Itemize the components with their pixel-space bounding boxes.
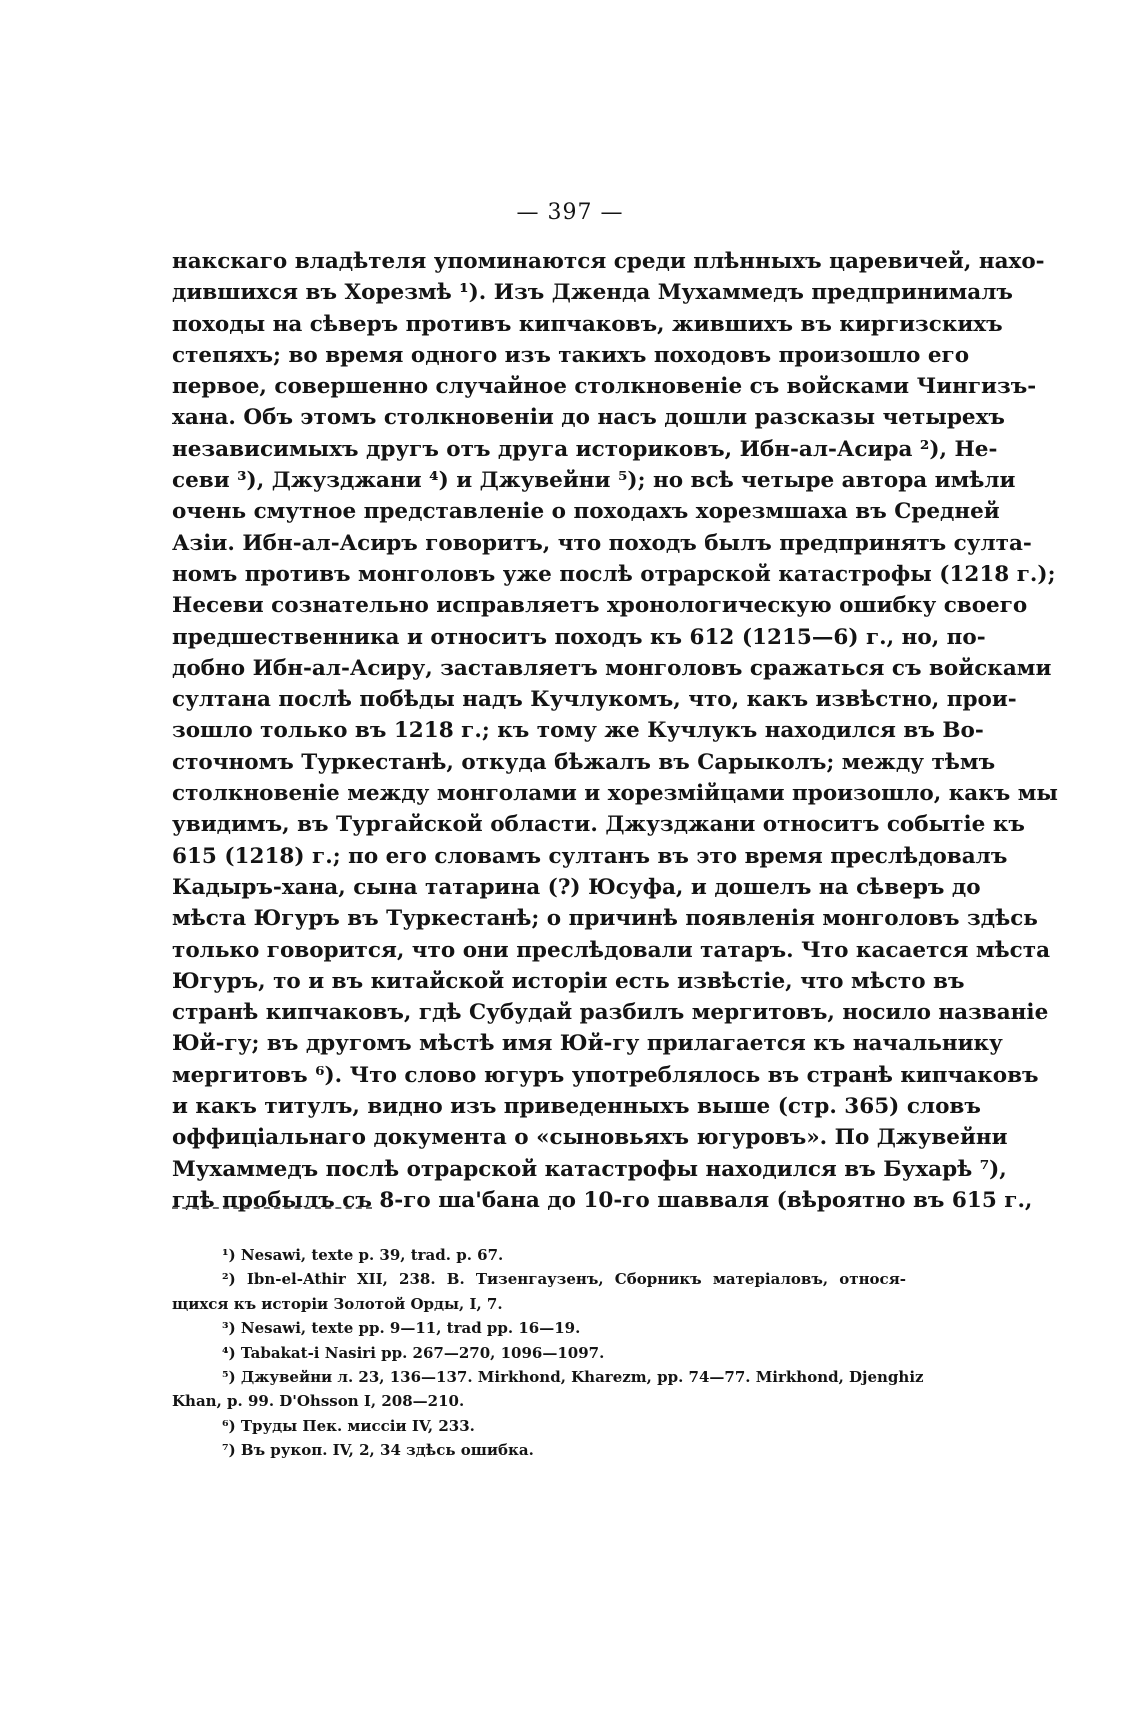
text-line: странѣ кипчаковъ, гдѣ Субудай разбилъ мергитовъ, носило названіе bbox=[172, 1000, 1049, 1026]
footnote-6: ⁶) Труды Пек. миссіи IV, 233. bbox=[222, 1416, 475, 1435]
text-line: увидимъ, въ Тургайской области. Джузджани относитъ событіе къ bbox=[172, 812, 1025, 838]
footnote-1: ¹) Nesawi, texte p. 39, trad. p. 67. bbox=[222, 1246, 504, 1264]
text-line: независимыхъ другъ отъ друга историковъ, Ибн-ал-Асира ²), Не- bbox=[172, 436, 998, 462]
page-number: — 397 — bbox=[516, 200, 624, 225]
text-line: столкновеніе между монголами и хорезмійцами произошло, какъ мы bbox=[172, 781, 1058, 807]
footnote-2-continued: щихся къ исторіи Золотой Орды, I, 7. bbox=[172, 1294, 503, 1313]
text-line: предшественника и относитъ походъ къ 612 (1215—6) г., но, по- bbox=[172, 624, 986, 650]
footnote-5-continued: Khan, p. 99. D'Ohsson I, 208—210. bbox=[172, 1392, 465, 1411]
footnote-separator bbox=[172, 1207, 372, 1209]
text-line: накскаго владѣтеля упоминаются среди плѣнныхъ царевичей, нахо- bbox=[172, 249, 1045, 274]
footnote-2: ²) Ibn-el-Athir XII, 238. В. Тизенгаузенъ, Сборникъ матеріаловъ, относя- bbox=[222, 1270, 906, 1289]
text-line: номъ противъ монголовъ уже послѣ отрарской катастрофы (1218 г.); bbox=[172, 561, 1056, 587]
text-line: Азіи. Ибн-ал-Асиръ говоритъ, что походъ былъ предпринятъ султа- bbox=[172, 530, 1032, 556]
footnote-5: ⁵) Джувейни л. 23, 136—137. Mirkhond, Kharezm, pp. 74—77. Mirkhond, Djenghiz bbox=[222, 1367, 924, 1386]
text-line: оффиціальнаго документа о «сыновьяхъ югуровъ». По Джувейни bbox=[172, 1125, 1008, 1151]
text-line: султана послѣ побѣды надъ Кучлукомъ, что, какъ извѣстно, прои- bbox=[172, 687, 1017, 713]
text-line: дившихся въ Хорезмѣ ¹). Изъ Дженда Мухаммедъ предпринималъ bbox=[172, 280, 1013, 306]
text-line: Мухаммедъ послѣ отрарской катастрофы находился въ Бухарѣ ⁷), bbox=[172, 1156, 1007, 1182]
main-text bbox=[172, 246, 1058, 1216]
text-line: Несеви сознательно исправляетъ хронологическую ошибку своего bbox=[172, 593, 1028, 619]
text-line: 615 (1218) г.; по его словамъ султанъ въ это время преслѣдовалъ bbox=[172, 843, 1008, 869]
footnote-4: ⁴) Tabakat-i Nasiri pp. 267—270, 1096—1097. bbox=[222, 1343, 605, 1362]
text-line: степяхъ; во время одного изъ такихъ походовъ произошло его bbox=[172, 342, 970, 368]
text-line: походы на сѣверъ противъ кипчаковъ, жившихъ въ киргизскихъ bbox=[172, 311, 1003, 337]
text-line: мѣста Югуръ въ Туркестанѣ; о причинѣ появленія монголовъ здѣсь bbox=[172, 906, 1038, 932]
footnote-3: ³) Nesawi, texte pp. 9—11, trad pp. 16—19. bbox=[222, 1319, 581, 1338]
text-line: очень смутное представленіе о походахъ хорезмшаха въ Средней bbox=[172, 499, 1000, 525]
text-line: гдѣ пробылъ съ 8-го ша'бана до 10-го шавваля (вѣроятно въ 615 г., bbox=[172, 1187, 1033, 1213]
footnote-7: ⁷) Въ рукоп. IV, 2, 34 здѣсь ошибка. bbox=[222, 1441, 534, 1460]
text-line: добно Ибн-ал-Асиру, заставляетъ монголовъ сражаться съ войсками bbox=[172, 655, 1052, 681]
text-line: зошло только въ 1218 г.; къ тому же Кучлукъ находился въ Во- bbox=[172, 718, 984, 744]
text-line: хана. Объ этомъ столкновеніи до насъ дошли разсказы четырехъ bbox=[172, 405, 1005, 431]
text-line: Югуръ, то и въ китайской исторіи есть извѣстіе, что мѣсто въ bbox=[172, 968, 965, 994]
text-line: Кадыръ-хана, сына татарина (?) Юсуфа, и дошелъ на сѣверъ до bbox=[172, 874, 981, 900]
text-line: мергитовъ ⁶). Что слово югуръ употреблялось въ странѣ кипчаковъ bbox=[172, 1062, 1039, 1088]
text-line: севи ³), Джузджани ⁴) и Джувейни ⁵); но всѣ четыре автора имѣли bbox=[172, 468, 1016, 494]
text-line: сточномъ Туркестанѣ, откуда бѣжалъ въ Сарыколъ; между тѣмъ bbox=[172, 749, 996, 775]
text-line: и какъ титулъ, видно изъ приведенныхъ выше (стр. 365) словъ bbox=[172, 1094, 981, 1120]
text-line: только говорится, что они преслѣдовали татаръ. Что касается мѣста bbox=[172, 937, 1051, 963]
text-line: Юй-гу; въ другомъ мѣстѣ имя Юй-гу прилагается къ начальнику bbox=[172, 1031, 1003, 1057]
text-line: первое, совершенно случайное столкновеніе съ войсками Чингизъ- bbox=[172, 374, 1037, 400]
footnotes bbox=[172, 1243, 924, 1463]
